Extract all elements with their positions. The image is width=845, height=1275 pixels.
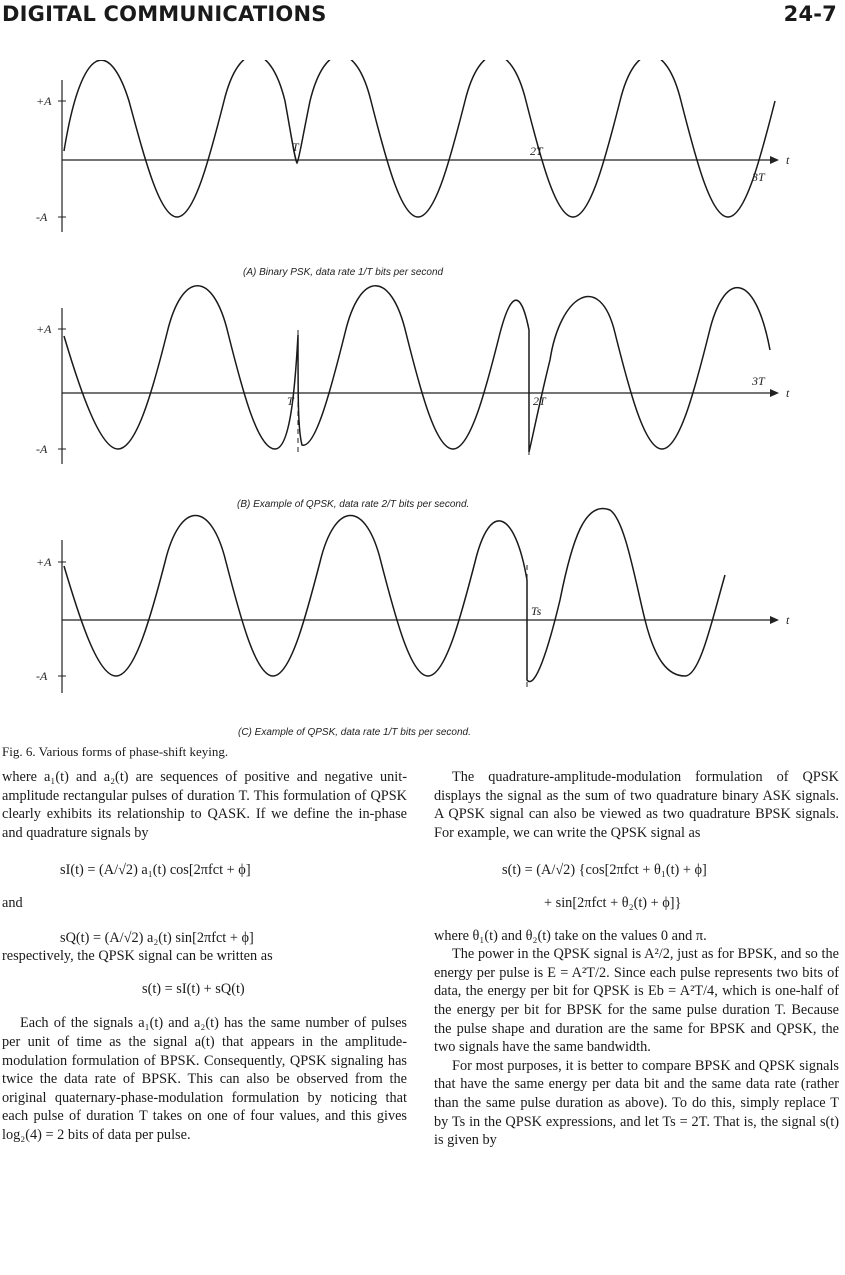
panel-a-caption: (A) Binary PSK, data rate 1/T bits per second xyxy=(243,267,444,278)
panel-a-label-T: T xyxy=(292,140,299,154)
panel-a-label-2T: 2T xyxy=(530,144,543,158)
panel-c-time-label: t xyxy=(786,613,790,627)
panel-b xyxy=(36,286,790,510)
psk-figure xyxy=(0,60,845,740)
panel-b-amp-pos: +A xyxy=(36,322,52,336)
equation-qpsk-bpsk-1: s(t) = (A/√2) {cos[2πfct + θ₁(t) + ϕ] xyxy=(502,862,707,879)
panel-b-label-2T: 2T xyxy=(533,394,546,408)
running-header xyxy=(0,0,845,36)
equation-qpsk-bpsk-2: + sin[2πfct + θ₂(t) + ϕ]} xyxy=(544,894,682,911)
right-paragraph-3: The power in the QPSK signal is A²/2, just as for BPSK, and so the energy per pulse is E = A²T/2. Since each pulse represents two bits of data, the energy per bit for QPSK is Eb = A²T/4, which is one-half of the energy per bit for BPSK for the same pulse duration T. Because the pulse shape and duration are the same for BPSK and QPSK, the two signals have the same bandwidth. xyxy=(434,946,839,1056)
left-column xyxy=(2,768,407,1145)
panel-a-waveform xyxy=(64,60,775,217)
right-column xyxy=(434,768,839,1150)
panel-a-label-3T: 3T xyxy=(752,170,765,184)
equation-quadrature: sQ(t) = (A/√2) a₂(t) sin[2πfct + ϕ] xyxy=(60,929,254,946)
left-paragraph-2: Each of the signals a₁(t) and a₂(t) has the same number of pulses per unit of time as the signal a(t) that appears in the amplitude-modulation formulation of BPSK. Consequently, QPSK signaling has twice the data rate of BPSK. This can also be observed from the original quaternary-phase-modulation formulation by noticing that each pulse of duration T takes on one of four values, and this gives log₂(4) = 2 bits of data per pulse. xyxy=(2,1015,407,1143)
panel-c-waveform xyxy=(64,508,725,681)
panel-a-time-label: t xyxy=(786,153,790,167)
panel-b-label-T: T xyxy=(287,394,294,408)
left-paragraph-1: where a₁(t) and a₂(t) are sequences of positive and negative unit-amplitude rectangular pulses of duration T. This formulation of QPSK clearly exhibits its relationship to QASK. If we define the in-phase and quadrature signals by xyxy=(2,769,407,841)
panel-b-time-arrow xyxy=(770,389,779,397)
panel-c-amp-neg: -A xyxy=(36,669,48,683)
figure-caption: Fig. 6. Various forms of phase-shift keying. xyxy=(2,744,229,759)
right-paragraph-1: The quadrature-amplitude-modulation formulation of QPSK displays the signal as the sum of two quadrature binary ASK signals. A QPSK signal can also be viewed as two quadrature BPSK signals. For example, we can write the QPSK signal as xyxy=(434,769,839,841)
panel-c-amp-pos: +A xyxy=(36,555,52,569)
panel-a xyxy=(36,60,790,278)
panel-b-waveform xyxy=(64,286,770,452)
panel-b-label-3T: 3T xyxy=(752,374,765,388)
panel-b-amp-neg: -A xyxy=(36,442,48,456)
panel-c-label-Ts: Ts xyxy=(531,604,542,618)
word-and: and xyxy=(2,894,23,911)
panel-c xyxy=(36,508,790,738)
right-paragraph-4: For most purposes, it is better to compare BPSK and QPSK signals that have the same energy per data bit and the same data rate (rather than the same pulse duration as above). To do this, simply replace T by Ts in the QPSK expressions, and let Ts = 2T. That is, the signal s(t) is given by xyxy=(434,1057,839,1149)
right-paragraph-2: where θ₁(t) and θ₂(t) take on the values 0 and π. xyxy=(434,927,707,944)
panel-a-amp-pos: +A xyxy=(36,94,52,108)
equation-in-phase: sI(t) = (A/√2) a₁(t) cos[2πfct + ϕ] xyxy=(60,862,251,879)
panel-c-time-arrow xyxy=(770,616,779,624)
left-respectively: respectively, the QPSK signal can be written as xyxy=(2,948,273,965)
page-number: 24-7 xyxy=(783,2,837,26)
equation-qpsk-sum: s(t) = sI(t) + sQ(t) xyxy=(142,980,245,997)
panel-a-time-arrow xyxy=(770,156,779,164)
section-title: DIGITAL COMMUNICATIONS xyxy=(2,2,327,26)
panel-c-caption: (C) Example of QPSK, data rate 1/T bits per second. xyxy=(238,727,471,738)
panel-b-time-label: t xyxy=(786,386,790,400)
panel-a-amp-neg: -A xyxy=(36,210,48,224)
panel-b-caption: (B) Example of QPSK, data rate 2/T bits per second. xyxy=(237,499,470,510)
